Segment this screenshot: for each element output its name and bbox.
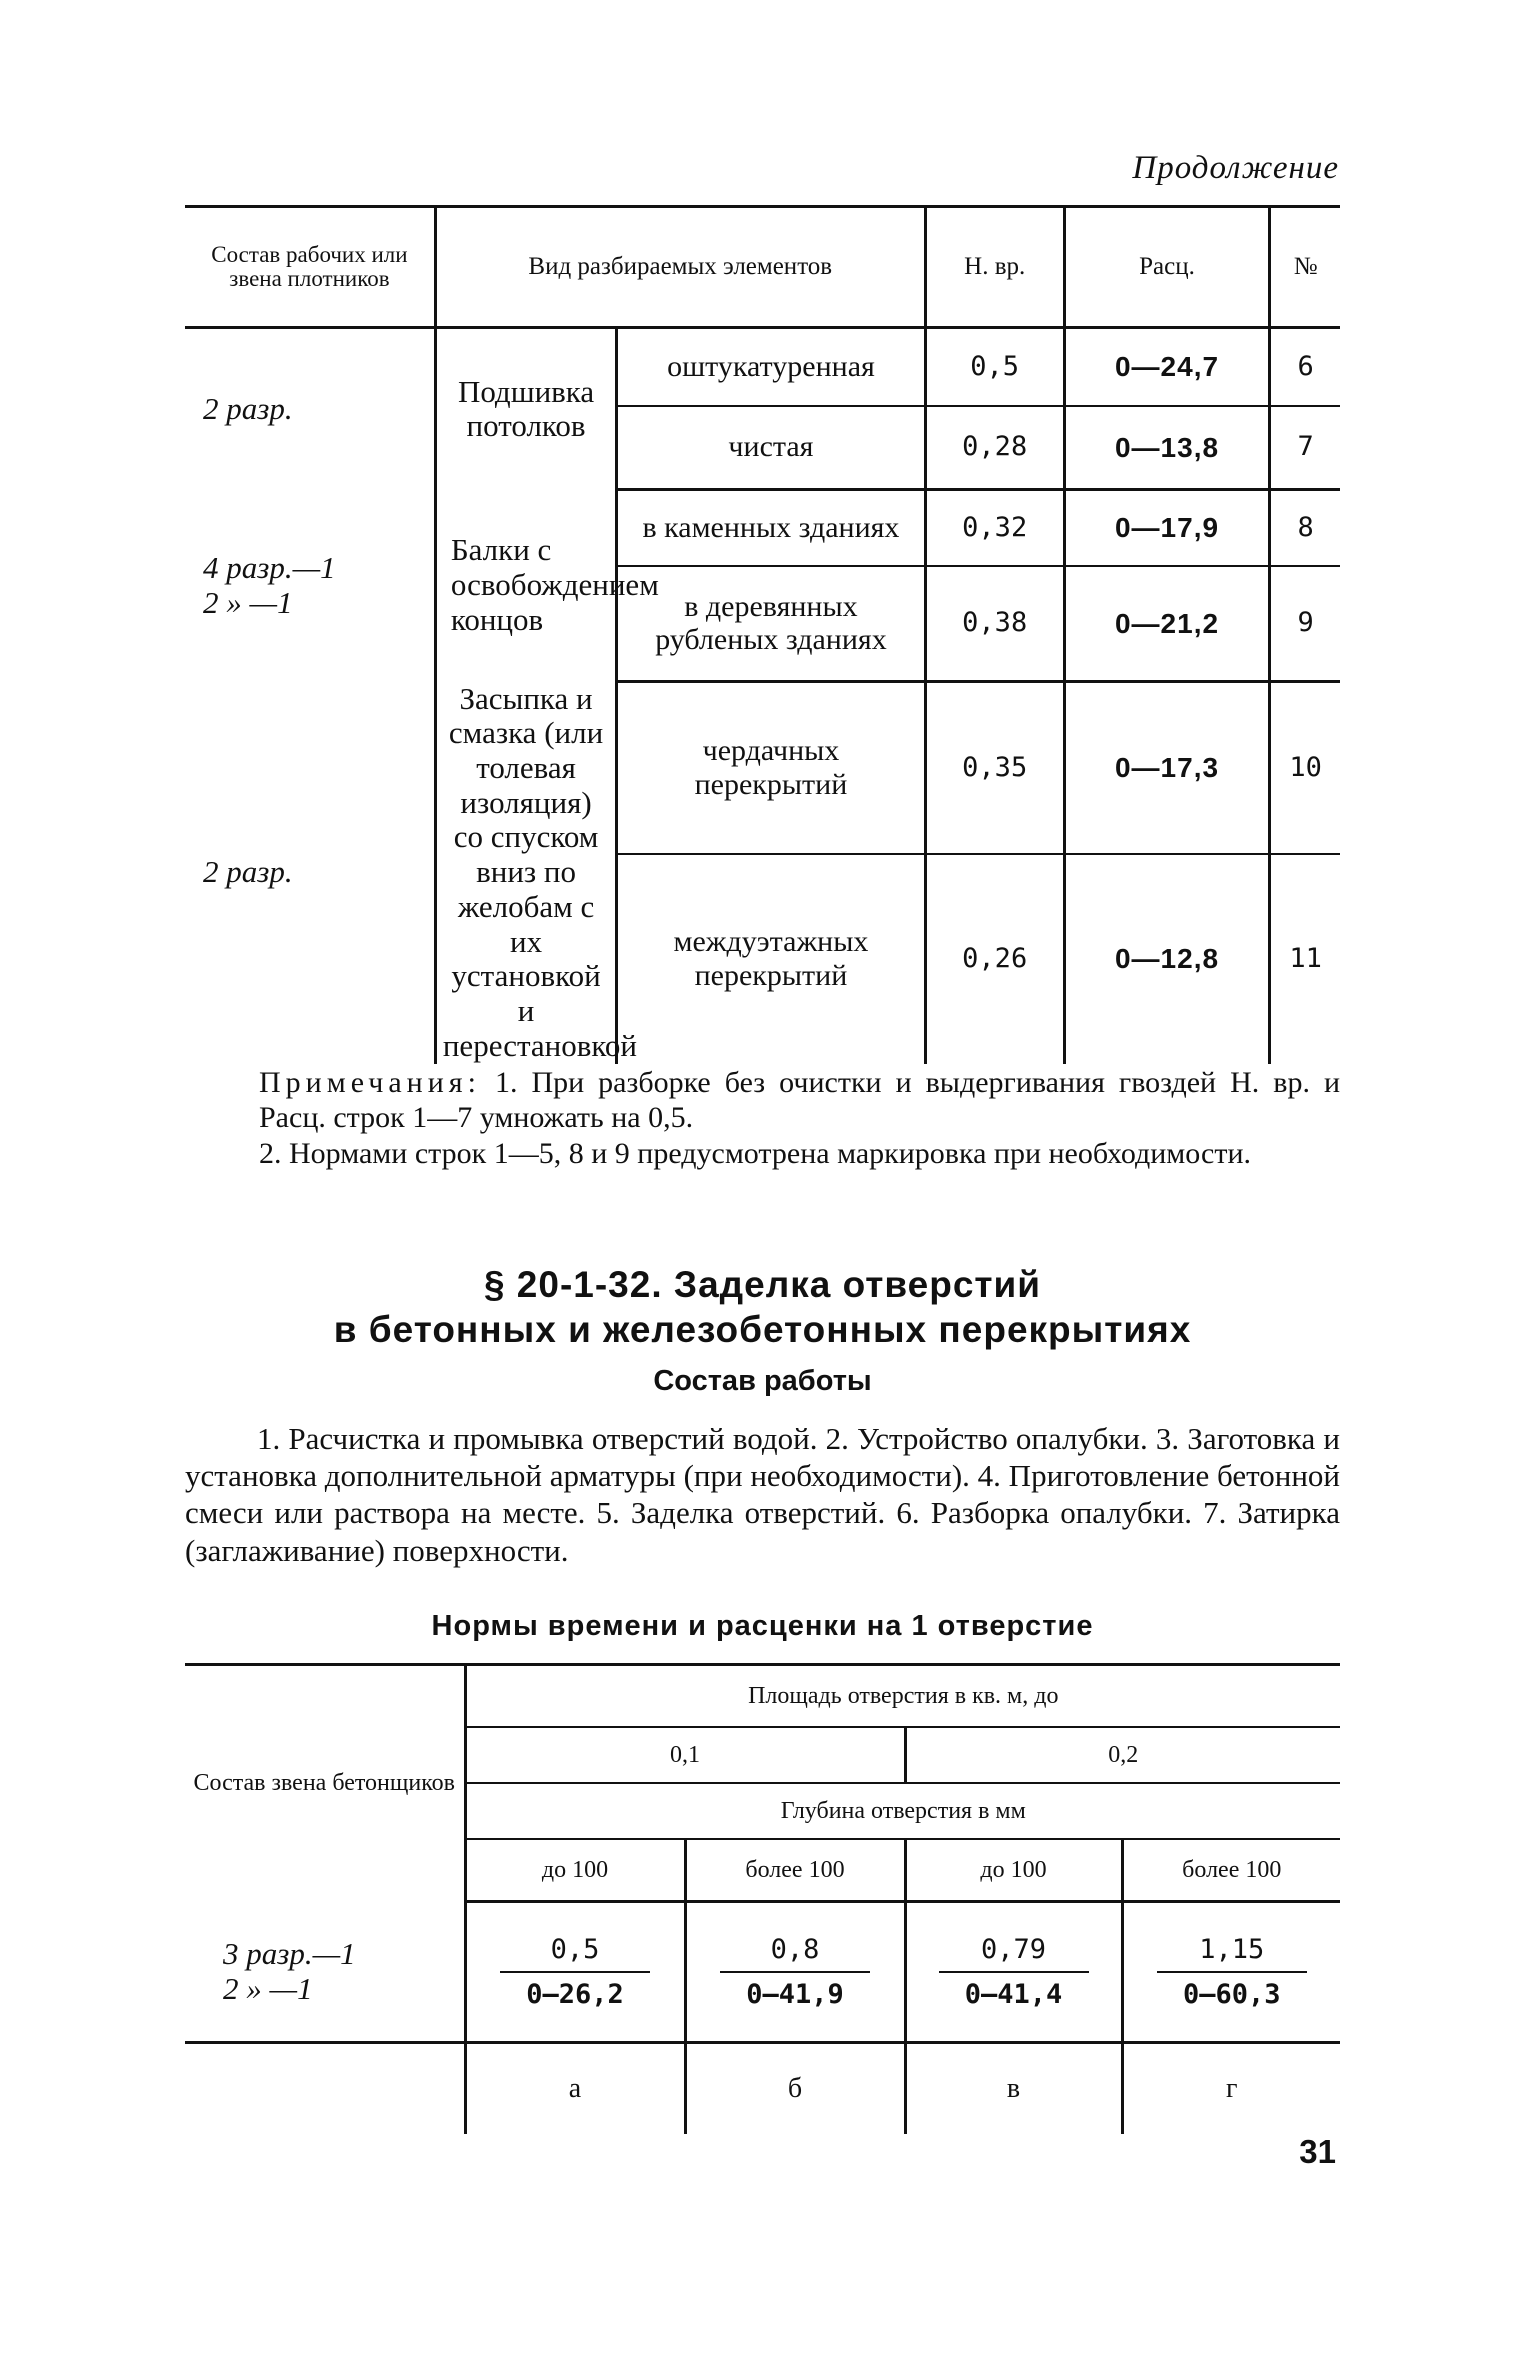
work-composition-heading: Состав работы — [653, 1365, 872, 1397]
kind-cell: междуэтажных перекрытий — [617, 854, 925, 1064]
header-norm: Н. вр. — [925, 207, 1064, 328]
rate-value: 0—60,3 — [1182, 1979, 1281, 2010]
rate-cell: 0—13,8 — [1064, 406, 1270, 490]
column-letter: б — [685, 2043, 905, 2135]
empty-cell — [185, 2043, 465, 2135]
table-row — [185, 1902, 1340, 2043]
notes-heading: Примечания: — [259, 1066, 481, 1099]
header-element: Вид разбираемых элементов — [435, 207, 925, 328]
header-depth-value: до 100 — [905, 1839, 1122, 1902]
row-number: 10 — [1270, 682, 1340, 854]
value-cell — [905, 1902, 1122, 2043]
table-caption: Нормы времени и расценки на 1 отверстие — [431, 1610, 1094, 1642]
crew-line: 4 разр.—1 — [203, 549, 336, 585]
norm-cell: 0,5 — [925, 328, 1064, 406]
header-no: № — [1270, 207, 1340, 328]
crew-line: 2 » —1 — [223, 1971, 313, 2007]
norm-cell: 0,26 — [925, 854, 1064, 1064]
element-cell: Балки с освобождением концов — [435, 490, 616, 682]
rate-cell: 0—24,7 — [1064, 328, 1270, 406]
note-1: 1. При разборке без очистки и выдергивания гвоздей Н. вр. и Расц. строк 1—7 умножать на 0,5. — [259, 1066, 1341, 1135]
kind-cell: чистая — [617, 406, 925, 490]
crew-cell: 2 разр. — [203, 390, 293, 426]
header-crew: Состав рабочих или звена плотников — [185, 207, 435, 328]
header-depth-value: более 100 — [1122, 1839, 1340, 1902]
section-title-line: § 20-1-32. Заделка отверстий — [483, 1264, 1042, 1305]
rate-cell: 0—17,9 — [1064, 490, 1270, 566]
rate-value: 0—41,4 — [964, 1979, 1063, 2010]
norm-value: 0,8 — [720, 1934, 870, 1973]
table-row — [185, 490, 1340, 566]
row-number: 11 — [1270, 854, 1340, 1064]
table-row — [185, 682, 1340, 854]
rate-cell: 0—21,2 — [1064, 566, 1270, 682]
row-number: 7 — [1270, 406, 1340, 490]
element-cell: Подшивка потолков — [435, 328, 616, 490]
header-depth-value: до 100 — [465, 1839, 685, 1902]
crew-line: 3 разр.—1 — [223, 1935, 356, 1971]
crew-cell — [185, 490, 435, 682]
column-letter: а — [465, 2043, 685, 2135]
work-composition-text: 1. Расчистка и промывка отверстий водой. 2. Устройство опалубки. 3. Заготовка и установка дополнительной арматуры (при необходимости). 4. Приготовление бетонной смеси или раствора на месте. 5. Заделка отверстий. 6. Разборка опалубки. 7. Затирка (заглаживание) поверхности. — [185, 1421, 1341, 1568]
value-cell — [685, 1902, 905, 2043]
kind-cell: в деревянных рубленых зданиях — [617, 566, 925, 682]
row-number: 9 — [1270, 566, 1340, 682]
table-row — [185, 2043, 1340, 2135]
header-area: Площадь отверстия в кв. м, до — [465, 1665, 1340, 1728]
kind-cell: оштукатуренная — [617, 328, 925, 406]
column-letter: г — [1122, 2043, 1340, 2135]
crew-cell — [185, 1902, 465, 2043]
norm-cell: 0,35 — [925, 682, 1064, 854]
norm-cell: 0,28 — [925, 406, 1064, 490]
column-letter: в — [905, 2043, 1122, 2135]
crew-cell: 2 разр. — [203, 854, 293, 890]
table-notes — [187, 1065, 1340, 1171]
header-crew: Состав звена бетонщиков — [185, 1665, 465, 1902]
table-row — [185, 328, 1340, 406]
row-number: 6 — [1270, 328, 1340, 406]
value-cell — [465, 1902, 685, 2043]
header-area-value: 0,1 — [465, 1727, 905, 1783]
norms-table-openings — [185, 1663, 1340, 2134]
note-2: 2. Нормами строк 1—5, 8 и 9 предусмотрена маркировка при необходимости. — [259, 1136, 1252, 1170]
header-depth: Глубина отверстия в мм — [465, 1783, 1340, 1839]
continuation-label: Продолжение — [1132, 150, 1339, 186]
element-cell: Засыпка и смазка (или толевая изоляция) со спуском вниз по желобам с их установкой и перестановкой — [435, 682, 616, 1064]
norm-value: 1,15 — [1157, 1934, 1307, 1973]
page-number: 31 — [1299, 2133, 1336, 2170]
header-depth-value: более 100 — [685, 1839, 905, 1902]
section-title — [185, 1262, 1340, 1352]
norm-cell: 0,38 — [925, 566, 1064, 682]
value-cell — [1122, 1902, 1340, 2043]
rate-value: 0—26,2 — [526, 1979, 624, 2010]
rate-cell: 0—17,3 — [1064, 682, 1270, 854]
kind-cell: чердачных перекрытий — [617, 682, 925, 854]
rate-cell: 0—12,8 — [1064, 854, 1270, 1064]
header-rate: Расц. — [1064, 207, 1270, 328]
header-area-value: 0,2 — [905, 1727, 1340, 1783]
row-number: 8 — [1270, 490, 1340, 566]
kind-cell: в каменных зданиях — [617, 490, 925, 566]
norm-value: 0,5 — [500, 1934, 650, 1973]
section-title-line: в бетонных и железобетонных перекрытиях — [333, 1309, 1192, 1351]
crew-line: 2 » —1 — [203, 584, 293, 620]
norm-value: 0,79 — [939, 1934, 1089, 1973]
norm-cell: 0,32 — [925, 490, 1064, 566]
norms-table-disassembly — [185, 205, 1340, 1064]
rate-value: 0—41,9 — [746, 1979, 844, 2010]
